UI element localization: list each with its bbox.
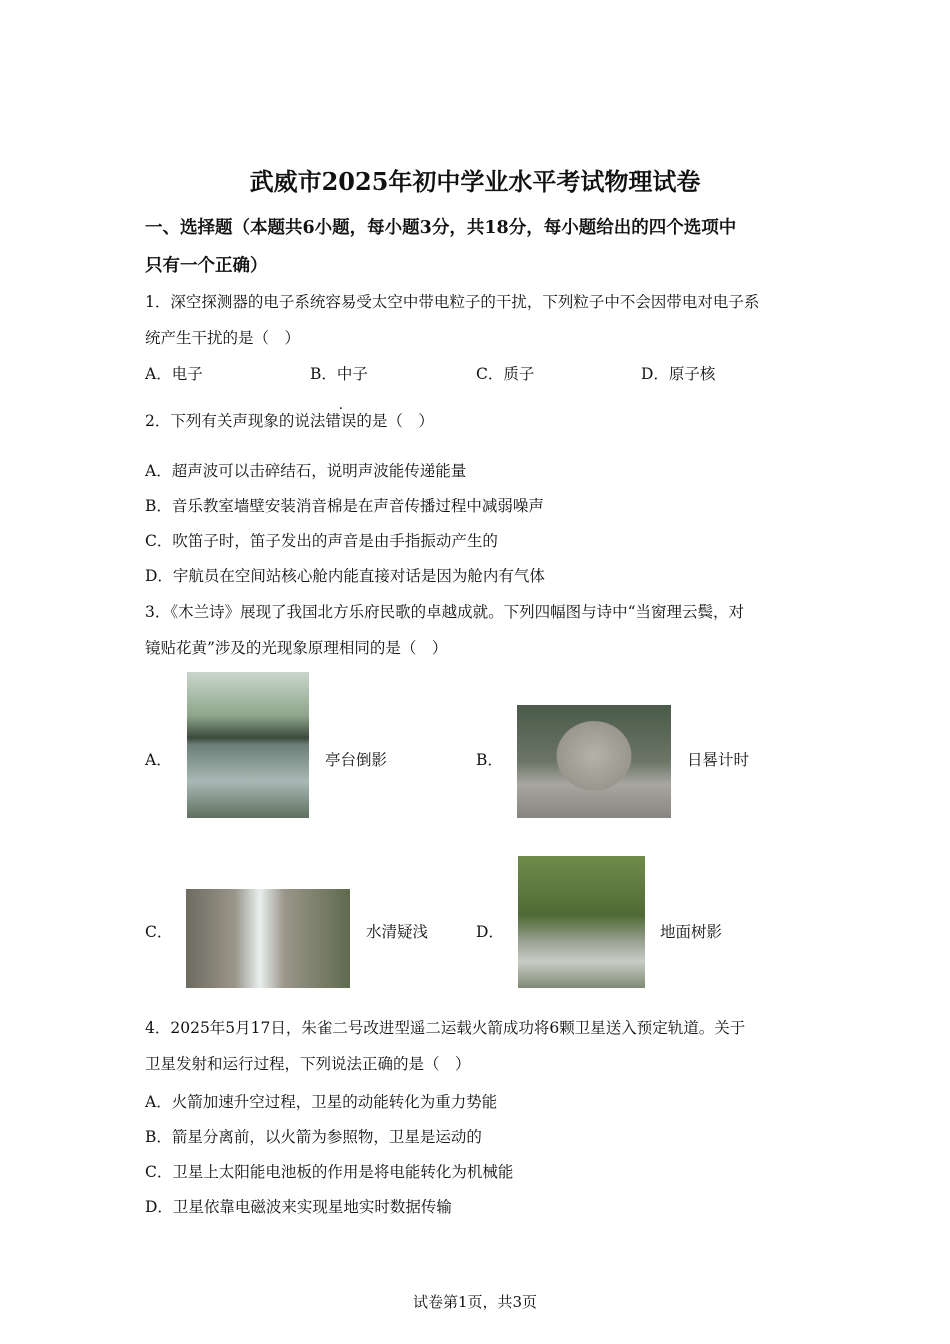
clear-water-image: [186, 889, 350, 988]
q3-stem-cont: 镜贴花黄”涉及的光现象原理相同的是（ ）: [145, 639, 448, 657]
q2-stem: [145, 411, 434, 431]
q2-option-d: D．宇航员在空间站核心舱内能直接对话是因为舱内有气体: [145, 567, 545, 585]
q3-option-c-letter: C．: [145, 923, 173, 941]
tree-shadow-image: [518, 856, 645, 988]
q2-stem-post: 的是（ ）: [356, 412, 434, 430]
section-heading: 一、选择题（本题共6小题，每小题3分，共18分，每小题给出的四个选项中: [145, 218, 737, 238]
q1-stem: 1．深空探测器的电子系统容易受太空中带电粒子的干扰，下列粒子中不会因带电对电子系: [145, 293, 760, 311]
q3-option-a-letter: A．: [145, 751, 172, 769]
q3-option-d-letter: D．: [476, 923, 504, 941]
q4-option-d: D．卫星依靠电磁波来实现星地实时数据传输: [145, 1198, 452, 1216]
page-footer: 试卷第1页，共3页: [412, 1293, 538, 1311]
q1-stem-cont: 统产生干扰的是（ ）: [145, 329, 301, 347]
q3-option-c-caption: 水清疑浅: [366, 923, 429, 941]
page-title: 武威市2025年初中学业水平考试物理试卷: [249, 167, 701, 196]
q2-emphasis: 错误: [325, 412, 357, 430]
q1-option-a: A．电子: [145, 365, 203, 383]
sundial-image: [517, 705, 671, 818]
q4-option-b: B．箭星分离前，以火箭为参照物，卫星是运动的: [145, 1128, 482, 1146]
q3-option-b-caption: 日晷计时: [687, 751, 750, 769]
q1-option-d: D．原子核: [641, 365, 716, 383]
q3-stem: 3．《木兰诗》展现了我国北方乐府民歌的卓越成就。下列四幅图与诗中“当窗理云鬓，对: [145, 603, 745, 621]
section-heading-cont: 只有一个正确）: [145, 256, 268, 276]
q4-option-c: C．卫星上太阳能电池板的作用是将电能转化为机械能: [145, 1163, 514, 1181]
q4-stem: 4．2025年5月17日，朱雀二号改进型遥二运载火箭成功将6颗卫星送入预定轨道。关于: [145, 1019, 746, 1037]
q2-option-c: C．吹笛子时，笛子发出的声音是由手指振动产生的: [145, 532, 498, 550]
q3-option-b-letter: B．: [476, 751, 503, 769]
q4-option-a: A．火箭加速升空过程，卫星的动能转化为重力势能: [145, 1093, 498, 1111]
q1-option-b: B．中子: [310, 365, 368, 383]
pavilion-reflection-image: [187, 672, 309, 818]
q2-option-a: A．超声波可以击碎结石，说明声波能传递能量: [145, 462, 467, 480]
q3-option-d-caption: 地面树影: [660, 923, 723, 941]
q4-stem-cont: 卫星发射和运行过程，下列说法正确的是（ ）: [145, 1055, 471, 1073]
q2-option-b: B．音乐教室墙壁安装消音棉是在声音传播过程中减弱噪声: [145, 497, 544, 515]
q3-option-a-caption: 亭台倒影: [325, 751, 388, 769]
q1-option-c: C．质子: [476, 365, 535, 383]
q2-stem-pre: 2．下列有关声现象的说法: [145, 412, 326, 430]
